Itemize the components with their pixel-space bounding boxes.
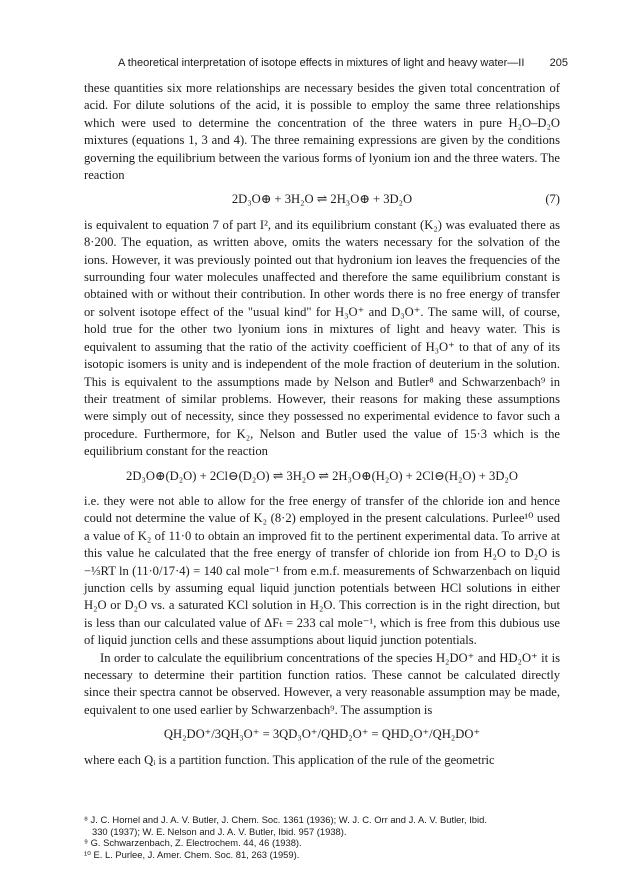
equation-7-number: (7) bbox=[545, 192, 560, 207]
equation-7-expression: 2D₃O⊕ + 3H₂O ⇌ 2H₃O⊕ + 3D₂O bbox=[231, 192, 413, 207]
running-title: A theoretical interpretation of isotope effects in mixtures of light and heavy water—II bbox=[118, 57, 525, 69]
footnote-9: ⁹ G. Schwarzenbach, Z. Electrochem. 44, 46 (1938). bbox=[84, 837, 302, 848]
page-number: 205 bbox=[549, 57, 568, 69]
footnote-8-continued: 330 (1937); W. E. Nelson and J. A. V. Butler, Ibid. 957 (1938). bbox=[92, 825, 347, 837]
footnotes bbox=[84, 814, 560, 860]
running-header bbox=[118, 57, 568, 69]
paragraph-5: where each Qᵢ is a partition function. This application of the rule of the geometric bbox=[84, 752, 495, 767]
paragraph-2: is equivalent to equation 7 of part I², and its equilibrium constant (K₂) was evaluated there as 8·200. The equation, as written above, omits the waters necessary for the solvation of the ions. However, it was previously pointed out that hydronium ion leaves the frequencies of the surrounding four water molecules unaffected and therefore the same equilibrium constant is obtained with or without their contribution. In other words there is no free energy of transfer or solvent isotope effect of the "usual kind" for H₃O⁺ and D₃O⁺. The same will, of course, hold true for the other two lyonium ions in mixtures of light and heavy water. This is equivalent to assuming that the ratio of the activity coefficient of H₃O⁺ to that of any of its isotopic isomers is unity and is independent of the mole fraction of deuterium in the solution. This is equivalent to the assumptions made by Nelson and Butler⁸ and Schwarzenbach⁹ in their treatment of similar problems. However, their reasons for making these assumptions were simply out of necessity, since they possessed no experimental evidence to favor such a procedure. Furthermore, for K₂, Nelson and Butler used the value of 15·3 which is the equilibrium constant for the reaction bbox=[84, 217, 560, 459]
paragraph-4: In order to calculate the equilibrium concentrations of the species H₂DO⁺ and HD₂O⁺ it is necessary to determine their partition function ratios. These cannot be calculated directly since their spectra cannot be observed. However, a very reasonable assumption may be made, equivalent to one used earlier by Schwarzenbach⁹. The assumption is bbox=[84, 650, 560, 717]
equation-7 bbox=[84, 191, 560, 208]
footnote-10: ¹⁰ E. L. Purlee, J. Amer. Chem. Soc. 81, 263 (1959). bbox=[84, 848, 300, 860]
paragraph-1: these quantities six more relationships are necessary besides the given total concentration of acid. For dilute solutions of the acid, it is possible to employ the same three relationships which were used to determine the concentration of the three waters in pure H₂O–D₂O mixtures (equations 1, 3 and 4). The three remaining expressions are given by the conditions governing the equilibrium between the various forms of lyonium ion and the three waters. The reaction bbox=[84, 81, 560, 183]
equation-nelson-butler bbox=[84, 468, 560, 485]
footnote-8: ⁸ J. C. Hornel and J. A. V. Butler, J. Chem. Soc. 1361 (1936); W. J. C. Orr and J. A. V. Butler, Ibid. bbox=[84, 814, 487, 825]
equation-partition-functions-expression: QH₂DO⁺/3QH₃O⁺ = 3QD₃O⁺/QHD₂O⁺ = QHD₂O⁺/QH₂DO⁺ bbox=[163, 727, 481, 742]
equation-partition-functions bbox=[84, 726, 560, 743]
article-body bbox=[84, 80, 560, 769]
equation-nelson-butler-expression: 2D₃O⊕(D₂O) + 2Cl⊖(D₂O) ⇌ 3H₂O ⇌ 2H₃O⊕(H₂O) + 2Cl⊖(H₂O) + 3D₂O bbox=[126, 468, 518, 483]
paragraph-3: i.e. they were not able to allow for the free energy of transfer of the chloride ion and hence could not determine the value of K₂ (8·2) employed in the present calculations. Purlee¹⁰ used a value of K₂ of 11·0 to obtain an improved fit to the pertinent experimental data. To arrive at this value he calculated that the free energy of transfer of chloride ion from H₂O to D₂O is −⅓RT ln (11·0/17·4) = 140 cal mole⁻¹ from e.m.f. measurements of Schwarzenbach on liquid junction cells by assuming equal liquid junction potentials between HCl solutions in either H₂O or D₂O vs. a saturated KCl solution in H₂O. This correction is in the right direction, but is less than our calculated value of ΔFₜ = 233 cal mole⁻¹, which is free from this dubious use of liquid junction cells and these assumptions about liquid junction potentials. bbox=[84, 493, 560, 648]
